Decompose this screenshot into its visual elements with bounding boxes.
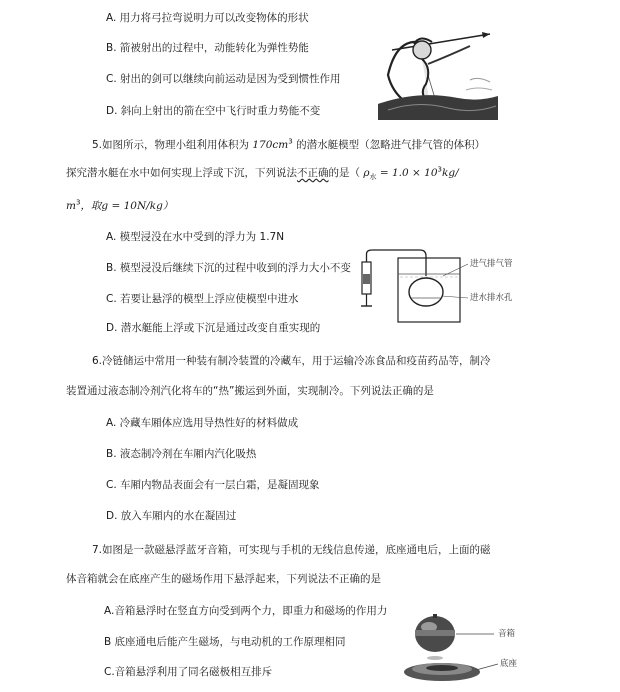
q7-option-b: B 底座通电后能产生磁场，与电动机的工作原理相同	[104, 636, 346, 648]
q6-stem-line2: 装置通过液态制冷剂汽化将车的“热”搬运到外面，实现制冷。下列说法正确的是	[66, 385, 434, 397]
archer-figure	[378, 20, 498, 120]
q5-option-d: D. 潜水艇能上浮或下沉是通过改变自重实现的	[106, 322, 321, 334]
maglev-speaker-figure	[402, 614, 512, 686]
q6-option-c: C. 车厢内物品表面会有一层白霜，是凝固现象	[106, 479, 320, 491]
fig-label-speaker: 音箱	[498, 629, 516, 639]
q4-option-b: B. 箭被射出的过程中，动能转化为弹性势能	[106, 42, 309, 54]
q4-option-d: D. 斜向上射出的箭在空中飞行时重力势能不变	[106, 105, 321, 117]
fig-label-base: 底座	[500, 659, 518, 669]
q5-stem-line2: 探究潜水艇在水中如何实现上浮或下沉，下列说法不正确的是（ $\rho_水 = 1.0 \times 10^3kg/$	[66, 165, 459, 182]
q6-option-d: D. 放入车厢内的水在凝固过	[106, 510, 237, 522]
q5-stem-line1: 5.如图所示，物理小组利用体积为 $170cm^3$ 的潜水艇模型（忽略进气排气管的体积）	[92, 137, 486, 151]
q5-option-c: C. 若要让悬浮的模型上浮应使模型中进水	[106, 293, 299, 305]
q5-stem-line3: $m^3$，取g = 10N/kg）	[66, 198, 174, 212]
q7-stem-line1: 7.如图是一款磁悬浮蓝牙音箱，可实现与手机的无线信息传递，底座通电后，上面的磁	[92, 544, 491, 556]
q4-option-c: C. 射出的剑可以继续向前运动是因为受到惯性作用	[106, 73, 341, 85]
q7-option-a: A.音箱悬浮时在竖直方向受到两个力，即重力和磁场的作用力	[104, 605, 388, 617]
q6-option-b: B. 液态制冷剂在车厢内汽化吸热	[106, 448, 257, 460]
q6-option-a: A. 冷藏车厢体应选用导热性好的材料做成	[106, 417, 299, 429]
q7-option-c: C.音箱悬浮利用了同名磁极相互排斥	[104, 666, 273, 678]
fig-label-hole: 进水排水孔	[470, 293, 513, 303]
q6-stem-line1: 6.冷链储运中常用一种装有制冷装置的冷藏车，用于运输冷冻食品和疫苗药品等，制冷	[92, 355, 491, 367]
q7-stem-line2: 体音箱就会在底座产生的磁场作用下悬浮起来，下列说法不正确的是	[66, 573, 381, 585]
q5-option-a: A. 模型浸没在水中受到的浮力为 1.7N	[106, 231, 285, 243]
fig-label-pipe: 进气排气管	[470, 259, 513, 269]
q4-option-a: A. 用力将弓拉弯说明力可以改变物体的形状	[106, 12, 309, 24]
q5-option-b: B. 模型浸没后继续下沉的过程中收到的浮力大小不变	[106, 262, 351, 274]
